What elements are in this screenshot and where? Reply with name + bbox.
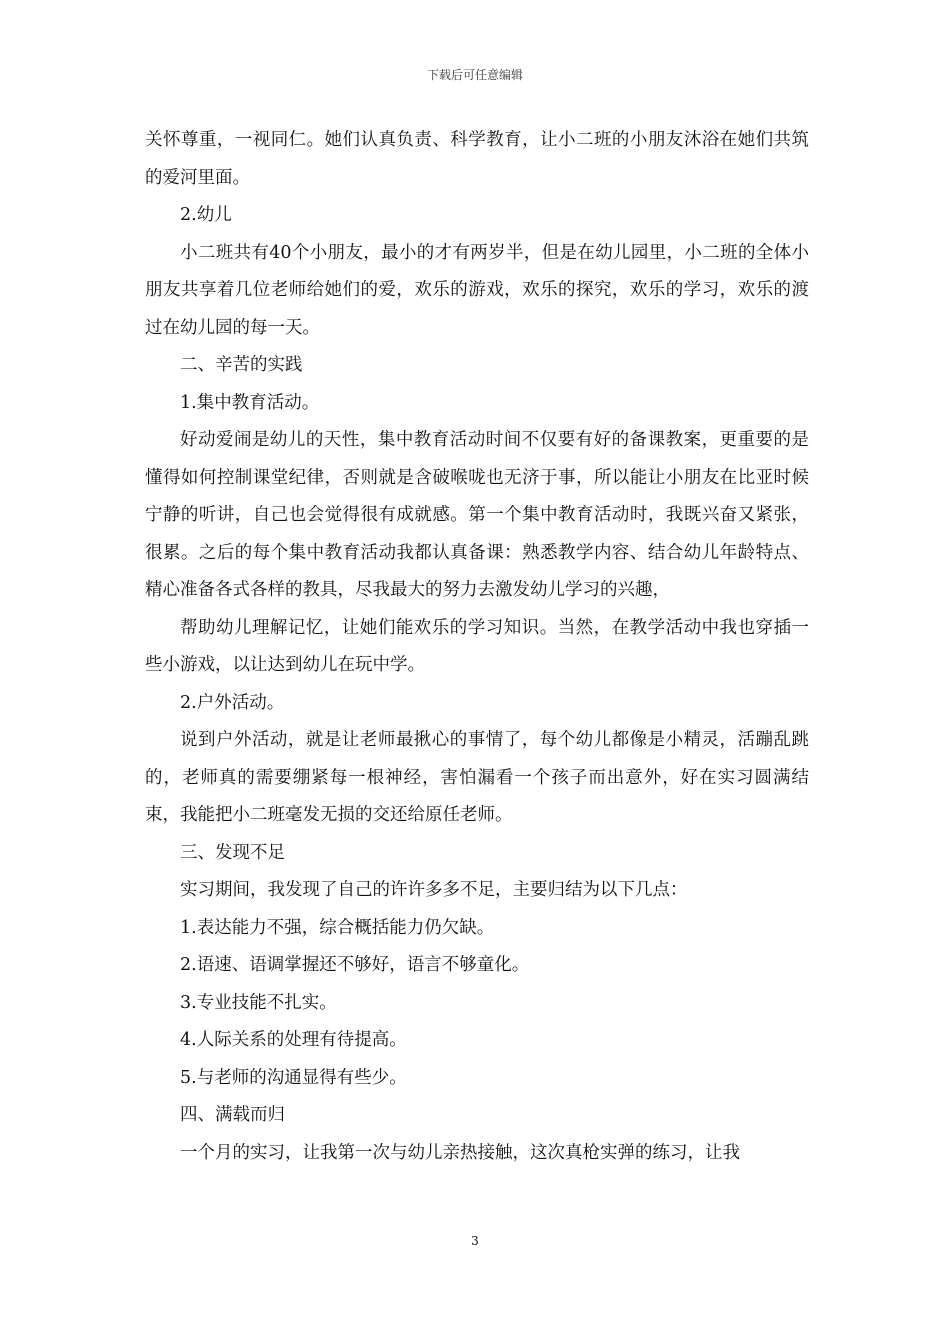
paragraph: 帮助幼儿理解记忆，让她们能欢乐的学习知识。当然，在教学活动中我也穿插一些小游戏，以让达到幼儿在玩中学。 (145, 617, 809, 675)
page-header: 下载后可任意编辑 (426, 68, 523, 82)
paragraph: 小二班共有40个小朋友，最小的才有两岁半，但是在幼儿园里，小二班的全体小朋友共享着几位老师给她们的爱，欢乐的游戏，欢乐的探究，欢乐的学习，欢乐的渡过在幼儿园的每一天。 (145, 242, 809, 338)
document-body (145, 122, 809, 1172)
paragraph: 4.人际关系的处理有待提高。 (180, 1030, 407, 1050)
paragraph: 2.幼儿 (180, 205, 232, 225)
paragraph: 实习期间，我发现了自己的许许多多不足，主要归结为以下几点： (180, 880, 688, 900)
paragraph: 1.集中教育活动。 (180, 392, 320, 413)
paragraph: 3.专业技能不扎实。 (180, 992, 337, 1013)
paragraph: 5.与老师的沟通显得有些少。 (180, 1067, 407, 1088)
paragraph: 2.语速、语调掌握还不够好，语言不够童化。 (180, 955, 530, 975)
page-number: 3 (471, 1234, 479, 1248)
paragraph: 2.户外活动。 (180, 692, 285, 713)
paragraph: 三、发现不足 (180, 842, 285, 863)
paragraph: 1.表达能力不强，综合概括能力仍欠缺。 (180, 917, 495, 938)
paragraph: 关怀尊重，一视同仁。她们认真负责、科学教育，让小二班的小朋友沐浴在她们共筑的爱河里面。 (145, 130, 809, 188)
paragraph: 四、满载而归 (180, 1105, 285, 1125)
paragraph: 一个月的实习，让我第一次与幼儿亲热接触，这次真枪实弹的练习，让我 (180, 1142, 740, 1163)
paragraph: 好动爱闹是幼儿的天性，集中教育活动时间不仅要有好的备课教案，更重要的是懂得如何控制课堂纪律，否则就是含破喉咙也无济于事，所以能让小朋友在比亚时候宁静的听讲，自己也会觉得很有成就感。第一个集中教育活动时，我既兴奋又紧张，很累。之后的每个集中教育活动我都认真备课：熟悉教学内容、结合幼儿年龄特点、精心准备各式各样的教具，尽我最大的努力去激发幼儿学习的兴趣， (145, 430, 809, 600)
paragraph: 说到户外活动，就是让老师最揪心的事情了，每个幼儿都像是小精灵，活蹦乱跳的，老师真的需要绷紧每一根神经，害怕漏看一个孩子而出意外，好在实习圆满结束，我能把小二班毫发无损的交还给原任老师。 (145, 730, 809, 825)
paragraph: 二、辛苦的实践 (180, 355, 303, 375)
